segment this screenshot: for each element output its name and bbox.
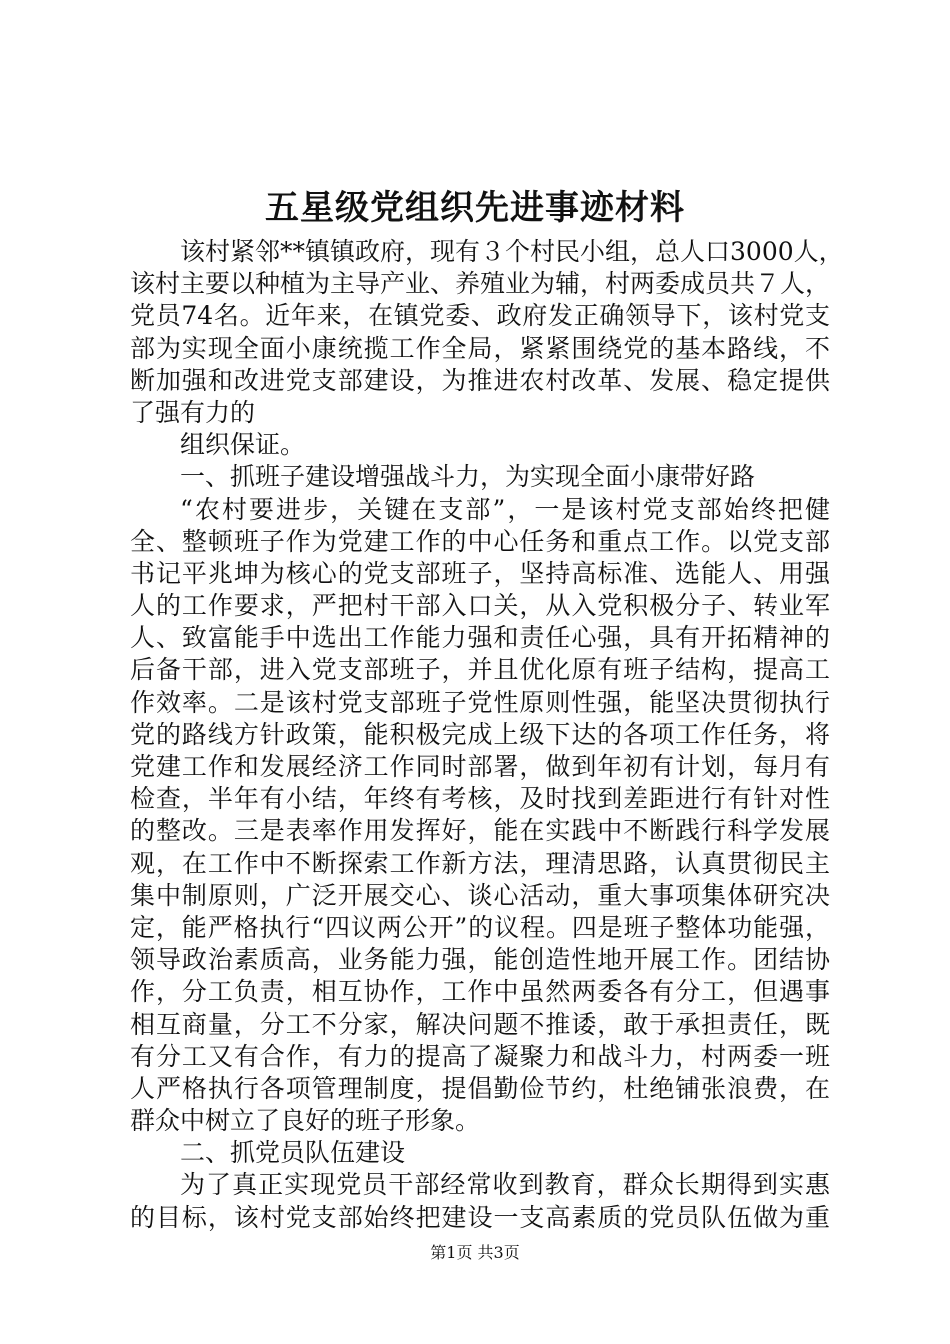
page-footer: 第1页 共3页 [430,1243,520,1262]
body-line: 集中制原则，广泛开展交心、谈心活动，重大事项集体研究决 [130,880,830,910]
body-line: 人的工作要求，严把村干部入口关，从入党积极分子、转业军 [130,591,830,621]
body-line: 检查，半年有小结，年终有考核，及时找到差距进行有针对性 [130,784,830,814]
body-line: 为了真正实现党员干部经常收到教育，群众长期得到实惠 [180,1170,830,1200]
body-line: 书记平兆坤为核心的党支部班子，坚持高标准、选能人、用强 [130,558,830,588]
body-line: 全、整顿班子作为党建工作的中心任务和重点工作。以党支部 [130,526,830,556]
body-line: 的目标，该村党支部始终把建设一支高素质的党员队伍做为重 [130,1202,830,1232]
body-line: 断加强和改进党支部建设，为推进农村改革、发展、稳定提供 [130,365,830,395]
body-line: 组织保证。 [180,430,306,460]
body-line: 后备干部，进入党支部班子，并且优化原有班子结构，提高工 [130,655,830,685]
body-line: “农村要进步，关键在支部”，一是该村党支部始终把健 [180,494,830,524]
body-line: 党建工作和发展经济工作同时部署，做到年初有计划，每月有 [130,752,830,781]
body-line: 作，分工负责，相互协作，工作中虽然两委各有分工，但遇事 [130,977,830,1007]
body-line: 的整改。三是表率作用发挥好，能在实践中不断践行科学发展 [130,816,830,846]
body-line: 领导政治素质高，业务能力强，能创造性地开展工作。团结协 [130,945,830,975]
body-line: 定，能严格执行“四议两公开”的议程。四是班子整体功能强， [130,912,830,942]
body-line: 党的路线方针政策，能积极完成上级下达的各项工作任务，将 [130,719,830,749]
body-line: 作效率。二是该村党支部班子党性原则性强，能坚决贯彻执行 [130,687,830,717]
body-line: 相互商量，分工不分家，解决问题不推诿，敢于承担责任，既 [130,1009,830,1039]
body-line: 一、抓班子建设增强战斗力，为实现全面小康带好路 [180,462,756,492]
body-line: 了强有力的 [130,397,256,427]
body-line: 人严格执行各项管理制度，提倡勤俭节约，杜绝铺张浪费，在 [130,1073,830,1103]
body-line: 该村主要以种植为主导产业、养殖业为辅，村两委成员共７人， [130,269,831,299]
body-line: 党员74名。近年来，在镇党委、政府发正确领导下，该村党支 [130,301,830,331]
body-line: 人、致富能手中选出工作能力强和责任心强，具有开拓精神的 [130,623,830,653]
body-line: 二、抓党员队伍建设 [180,1138,406,1168]
body-line: 部为实现全面小康统揽工作全局，紧紧围绕党的基本路线，不 [130,333,830,363]
body-line: 观，在工作中不断探索工作新方法，理清思路，认真贯彻民主 [130,848,830,878]
body-line: 该村紧邻**镇镇政府，现有３个村民小组，总人口3000人， [180,237,844,266]
document-title: 五星级党组织先进事迹材料 [265,188,685,228]
document-body [130,236,844,1234]
body-line: 有分工又有合作，有力的提高了凝聚力和战斗力，村两委一班 [130,1041,830,1071]
body-line: 群众中树立了良好的班子形象。 [130,1106,481,1136]
